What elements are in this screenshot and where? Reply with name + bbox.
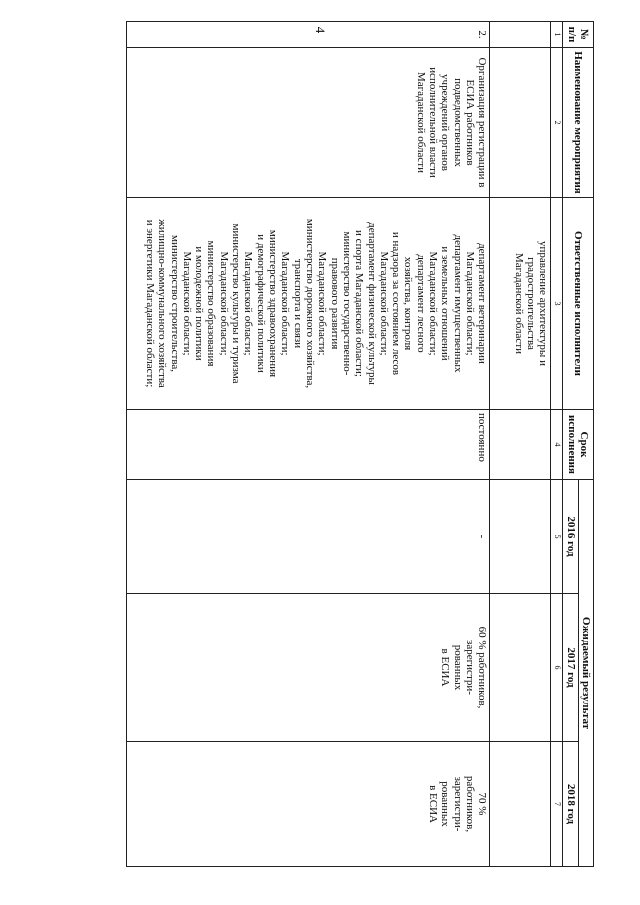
executor-line: хозяйства, контроля: [402, 256, 415, 351]
executor-line: департамент физической культуры: [365, 222, 378, 385]
result-2017-cell: [490, 594, 551, 742]
executor-line: градостроительства: [525, 257, 538, 350]
result-line: рованных: [439, 781, 452, 827]
measure-name: [490, 48, 551, 198]
column-number: 4: [551, 410, 563, 480]
executor-line: департамент имущественных: [451, 234, 464, 373]
executor-line: Магаданской области;: [242, 251, 255, 356]
result-line: 60 % работников,: [476, 626, 489, 709]
deadline-cell: постоянно: [127, 410, 490, 480]
executor-line: жилищно-коммунального хозяйства: [156, 219, 169, 388]
executor-line: и спорта Магаданской области;: [353, 230, 366, 377]
header-2018: 2018 год: [563, 742, 578, 867]
column-number: 7: [551, 742, 563, 867]
executor-line: Магаданской области;: [377, 251, 390, 356]
table-row: [490, 22, 551, 867]
executor-line: и земельных отношений: [439, 246, 452, 361]
executor-line: Магаданской области;: [427, 251, 440, 356]
row-number: [490, 22, 551, 48]
executor-line: министерство строительства,: [168, 234, 181, 373]
result-line: в ЕСИА: [427, 785, 440, 823]
executor-line: транспорта и связи: [291, 258, 304, 349]
executor-line: и энергетики Магаданской области;: [143, 219, 156, 388]
deadline-cell: [490, 410, 551, 480]
column-number: 1: [551, 22, 563, 48]
executor-line: министерство государственно-: [340, 231, 353, 376]
header-name: Наименование мероприятия: [563, 48, 594, 198]
result-2018-cell: [127, 742, 490, 867]
row-number: 2.: [127, 22, 490, 48]
executor-line: министерство дорожного хозяйства,: [304, 218, 316, 389]
result-2016-cell: [490, 480, 551, 594]
executor-line: и надзора за состоянием лесов: [390, 231, 403, 376]
executors-cell: [490, 198, 551, 410]
result-line: рованных: [451, 644, 464, 691]
column-number: 2: [551, 48, 563, 198]
executor-line: департамент лесного: [414, 254, 427, 353]
executor-line: Магаданской области;: [279, 251, 292, 356]
result-2018-cell: [490, 742, 551, 867]
result-2016-cell: -: [127, 480, 490, 594]
executor-line: и молодежной политики: [193, 246, 206, 361]
result-2017-cell: [127, 594, 490, 742]
executor-line: и демографической политики: [254, 234, 267, 373]
column-number: 3: [551, 198, 563, 410]
header-2016: 2016 год: [563, 480, 578, 594]
header-executors: Ответственные исполнители: [563, 198, 594, 410]
rotated-page-content: [44, 21, 594, 866]
measures-table: [126, 21, 594, 867]
header-2017: 2017 год: [563, 594, 578, 742]
executor-line: правового развития: [328, 257, 341, 350]
executor-line: управление архитектуры и: [537, 241, 550, 366]
header-num: № п/п: [563, 22, 594, 48]
executor-line: департамент ветеринарии: [476, 243, 489, 364]
column-number: 6: [551, 594, 563, 742]
header-expected-result: Ожидаемый результат: [578, 480, 593, 867]
executor-line: министерство культуры и туризма: [230, 223, 243, 384]
executor-line: Магаданской области: [512, 253, 525, 354]
executor-line: Магаданской области;: [217, 251, 230, 356]
table-row: [127, 22, 490, 867]
executor-line: министерство образования: [205, 240, 218, 367]
measure-name: Организация регистрации в ЕСИА работников подведомственных учреждений органов исполнительной власти Магаданской области: [127, 48, 490, 198]
result-line: зарегистри-: [464, 640, 477, 695]
column-number-row: [551, 22, 563, 867]
executor-line: министерство здравоохранения: [267, 229, 280, 378]
executor-line: Магаданской области;: [316, 251, 329, 356]
result-line: в ЕСИА: [439, 648, 452, 687]
result-line: 70 %: [476, 792, 489, 816]
page-number: 4: [313, 26, 328, 34]
column-number: 5: [551, 480, 563, 594]
result-line: зарегистри-: [451, 776, 464, 832]
executors-cell: [127, 198, 490, 410]
executor-line: Магаданской области;: [180, 251, 193, 356]
header-deadline: Срок исполнения: [563, 410, 594, 480]
result-line: работников,: [464, 775, 477, 833]
executor-line: Магаданской области;: [464, 251, 477, 356]
